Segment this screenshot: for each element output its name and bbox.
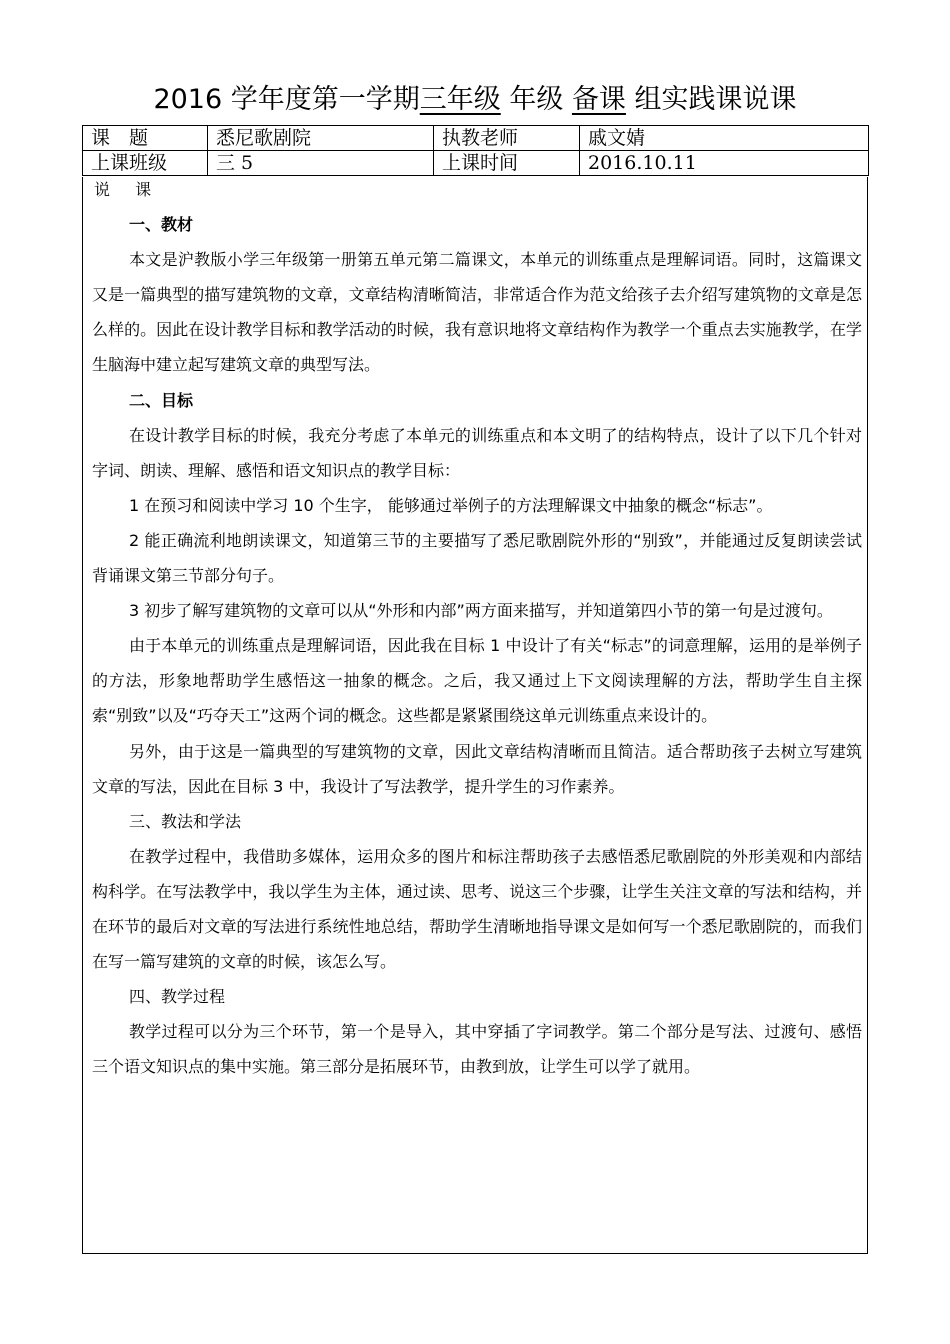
heading-process: 四、教学过程 (129, 987, 226, 1007)
paragraph: 教学过程可以分为三个环节，第一个是导入，其中穿插了字词教学。第二个部分是写法、过渡句、感悟三个语文知识点的集中实施。第三部分是拓展环节，由教到放，让学生可以学了就用。 (92, 1022, 862, 1077)
time-value: 2016.10.11 (580, 151, 869, 176)
topic-value: 悉尼歌剧院 (208, 126, 434, 151)
class-label: 上课班级 (83, 151, 208, 176)
heading-objectives: 二、目标 (129, 390, 194, 410)
paragraph: 本文是沪教版小学三年级第一册第五单元第二篇课文，本单元的训练重点是理解词语。同时，这篇课文又是一篇典型的描写建筑物的文章，文章结构清晰简洁，非常适合作为范文给孩子去介绍写建筑物的文章是怎么样的。因此在设计教学目标和教学活动的时候，我有意识地将文章结构作为教学一个重点去实施教学，在学生脑海中建立起写建筑文章的典型写法。 (92, 250, 862, 375)
paragraph: 另外，由于这是一篇典型的写建筑物的文章，因此文章结构清晰而且简洁。适合帮助孩子去树立写建筑文章的写法，因此在目标 3 中，我设计了写法教学，提升学生的习作素养。 (92, 741, 862, 796)
objective-3: 3 初步了解写建筑物的文章可以从“外形和内部”两方面来描写，并知道第四小节的第一句是过渡句。 (129, 601, 833, 621)
topic-label: 课 题 (83, 126, 208, 151)
time-label: 上课时间 (434, 151, 580, 176)
title-grade: 三年级 (419, 84, 501, 115)
objective-1: 1 在预习和阅读中学习 10 个生字， 能够通过举例子的方法理解课文中抽象的概念“标志”。 (129, 495, 773, 515)
section-label: 说 课 (94, 180, 162, 199)
objective-2: 2 能正确流利地朗读课文，知道第三节的主要描写了悉尼歌剧院外形的“别致”，并能通过反复朗读尝试背诵课文第三节部分句子。 (92, 530, 862, 586)
heading-textbook: 一、教材 (129, 215, 194, 235)
heading-methods: 三、教法和学法 (129, 811, 242, 831)
title-middle: 年级 (500, 84, 564, 115)
paragraph: 在设计教学目标的时候，我充分考虑了本单元的训练重点和本文明了的结构特点，设计了以下几个针对字词、朗读、理解、感悟和语文知识点的教学目标： (92, 425, 862, 480)
lesson-content (92, 172, 862, 1084)
title-team: 备课 (571, 84, 626, 115)
title-prefix: 2016 学年度第一学期 (153, 84, 420, 115)
teacher-label: 执教老师 (434, 126, 580, 151)
page-title (0, 80, 950, 120)
paragraph: 在教学过程中，我借助多媒体，运用众多的图片和标注帮助孩子去感悟悉尼歌剧院的外形美观和内部结构科学。在写法教学中，我以学生为主体，通过读、思考、说这三个步骤，让学生关注文章的写法和结构，并在环节的最后对文章的写法进行系统性地总结，帮助学生清晰地指导课文是如何写一个悉尼歌剧院的，而我们在写一篇写建筑的文章的时候，该怎么写。 (92, 846, 862, 972)
paragraph: 由于本单元的训练重点是理解词语，因此我在目标 1 中设计了有关“标志”的词意理解，运用的是举例子的方法，形象地帮助学生感悟这一抽象的概念。之后，我又通过上下文阅读理解的方法，帮助学生自主探索“别致”以及“巧夺天工”这两个词的概念。这些都是紧紧围绕这单元训练重点来设计的。 (92, 636, 862, 726)
info-table (82, 125, 869, 176)
info-row-topic (83, 126, 869, 151)
title-suffix: 组实践课说课 (634, 84, 797, 115)
teacher-value: 戚文婧 (580, 126, 869, 151)
class-value: 三 5 (208, 151, 434, 176)
